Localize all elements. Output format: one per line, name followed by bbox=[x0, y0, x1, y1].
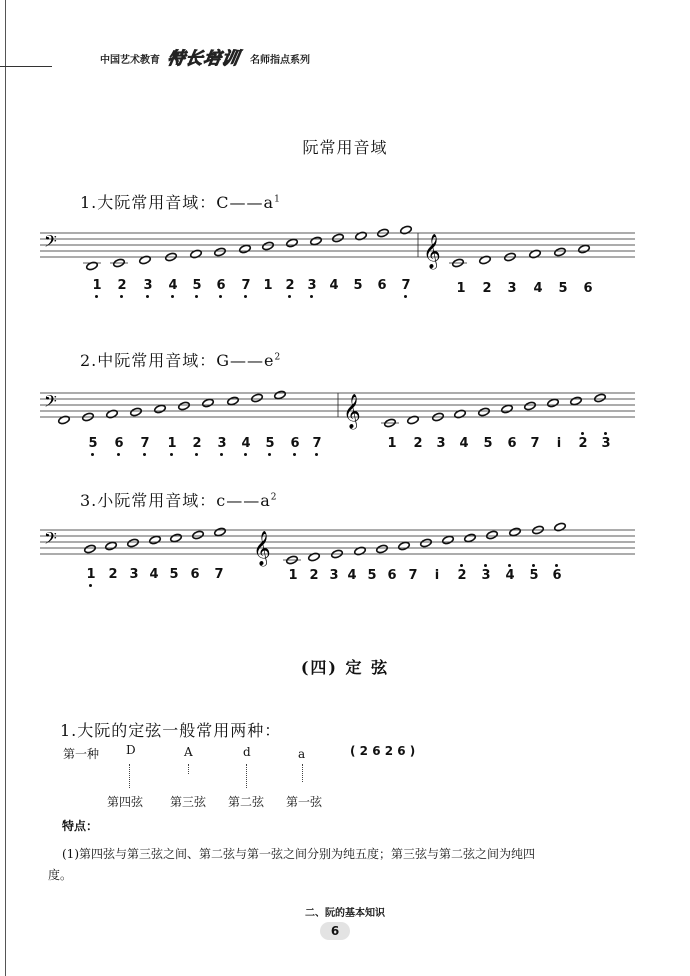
octave-dot-below bbox=[315, 453, 318, 456]
treble-clef: 𝄞 bbox=[343, 394, 361, 429]
jianpu-digit: 1 bbox=[263, 278, 273, 293]
note-head bbox=[442, 535, 455, 545]
jianpu-digit: 4 bbox=[239, 436, 253, 451]
jianpu-digit: 4 bbox=[166, 278, 180, 293]
note-head bbox=[407, 415, 420, 425]
jianpu-digit: 5 bbox=[367, 568, 377, 583]
jianpu-digit: 7 bbox=[310, 436, 324, 451]
octave-dot-below bbox=[195, 295, 198, 298]
note-head bbox=[554, 522, 567, 532]
section-4-heading: (四) 定 弦 bbox=[300, 658, 390, 677]
note-head bbox=[547, 398, 560, 408]
string-2-label: 第二弦 bbox=[228, 795, 265, 809]
string-3-label: 第三弦 bbox=[170, 795, 207, 809]
jianpu-digit: 4 bbox=[459, 436, 469, 451]
jianpu-digit: i bbox=[556, 436, 562, 451]
features-paragraph: (1)第四弦与第三弦之间、第二弦与第一弦之间分别为纯五度；第三弦与第二弦之间为纯四 bbox=[62, 847, 536, 861]
features-paragraph-cont: 度。 bbox=[48, 868, 73, 882]
jianpu-digit: 4 bbox=[533, 281, 543, 296]
note-head bbox=[214, 527, 227, 537]
octave-dot-below bbox=[120, 295, 123, 298]
octave-dot-below bbox=[146, 295, 149, 298]
note-head bbox=[262, 241, 275, 251]
jianpu-digit: 3 bbox=[507, 281, 517, 296]
note-head bbox=[578, 244, 591, 254]
note-head bbox=[454, 409, 467, 419]
range-2-label: 2.中阮常用音域：$G——e^2$ bbox=[80, 351, 282, 370]
note-head bbox=[554, 247, 567, 257]
range-3-label: 3.小阮常用音域：$c——a^2$ bbox=[80, 491, 278, 510]
octave-dot-below bbox=[310, 295, 313, 298]
header-rule bbox=[0, 66, 52, 67]
jianpu-digit: 3 bbox=[599, 436, 613, 451]
jianpu-digit: 4 bbox=[347, 568, 357, 583]
note-head bbox=[178, 401, 191, 411]
jianpu-digit: 6 bbox=[507, 436, 517, 451]
jianpu-digit: 5 bbox=[169, 567, 179, 582]
note-head bbox=[106, 409, 119, 419]
note-head bbox=[354, 546, 367, 556]
octave-dot-below bbox=[117, 453, 120, 456]
octave-dot-above bbox=[555, 564, 558, 567]
jianpu-digit: 6 bbox=[190, 567, 200, 582]
footer-chapter: 二、阮的基本知识 bbox=[305, 908, 385, 919]
jianpu-digit: 2 bbox=[108, 567, 118, 582]
jianpu-digit: 1 bbox=[165, 436, 179, 451]
note-head bbox=[486, 530, 499, 540]
jianpu-digit: 7 bbox=[239, 278, 253, 293]
octave-dot-below bbox=[288, 295, 291, 298]
jianpu-digit: 5 bbox=[558, 281, 568, 296]
jianpu-digit: 2 bbox=[283, 278, 297, 293]
string-4-leader bbox=[129, 764, 131, 788]
note-head bbox=[86, 261, 99, 271]
note-head bbox=[149, 535, 162, 545]
note-head bbox=[509, 527, 522, 537]
note-head bbox=[464, 533, 477, 543]
jianpu-digit: 6 bbox=[112, 436, 126, 451]
note-head bbox=[332, 233, 345, 243]
jianpu-digit: 5 bbox=[353, 278, 363, 293]
note-head bbox=[478, 407, 491, 417]
note-head bbox=[310, 236, 323, 246]
note-head bbox=[570, 396, 583, 406]
octave-dot-below bbox=[170, 453, 173, 456]
note-head bbox=[239, 244, 252, 254]
tuning-note-4: a bbox=[298, 747, 306, 761]
note-head bbox=[127, 538, 140, 548]
note-head bbox=[58, 415, 71, 425]
octave-dot-below bbox=[220, 453, 223, 456]
jianpu-digit: 5 bbox=[483, 436, 493, 451]
octave-dot-below bbox=[244, 295, 247, 298]
jianpu-digit: 5 bbox=[190, 278, 204, 293]
header-series-left: 中国艺术教育 bbox=[100, 55, 160, 66]
page-title: 阮常用音域 bbox=[302, 138, 388, 157]
range-2-staff bbox=[40, 385, 640, 435]
string-1-leader bbox=[302, 764, 304, 782]
tuning-item-1: 1.大阮的定弦一般常用两种： bbox=[60, 721, 282, 740]
note-head bbox=[139, 255, 152, 265]
range-3-staff bbox=[40, 522, 640, 572]
note-head bbox=[355, 231, 368, 241]
jianpu-digit: 1 bbox=[387, 436, 397, 451]
octave-dot-above bbox=[604, 432, 607, 435]
jianpu-digit: 6 bbox=[387, 568, 397, 583]
note-head bbox=[400, 225, 413, 235]
jianpu-digit: 6 bbox=[583, 281, 593, 296]
jianpu-digit: 7 bbox=[214, 567, 224, 582]
jianpu-digit: i bbox=[434, 568, 440, 583]
note-head bbox=[170, 533, 183, 543]
note-head bbox=[376, 544, 389, 554]
header-series-right: 名师指点系列 bbox=[250, 55, 310, 66]
jianpu-digit: 6 bbox=[214, 278, 228, 293]
octave-dot-below bbox=[268, 453, 271, 456]
jianpu-digit: 4 bbox=[503, 568, 517, 583]
jianpu-digit: 6 bbox=[288, 436, 302, 451]
note-head bbox=[214, 247, 227, 257]
octave-dot-below bbox=[91, 453, 94, 456]
octave-dot-below bbox=[219, 295, 222, 298]
octave-dot-below bbox=[404, 295, 407, 298]
jianpu-digit: 7 bbox=[399, 278, 413, 293]
jianpu-digit: 4 bbox=[149, 567, 159, 582]
jianpu-digit: 2 bbox=[576, 436, 590, 451]
octave-dot-below bbox=[143, 453, 146, 456]
octave-dot-below bbox=[195, 453, 198, 456]
string-4-label: 第四弦 bbox=[107, 795, 144, 809]
bass-clef: 𝄢 bbox=[44, 231, 57, 255]
jianpu-digit: 2 bbox=[455, 568, 469, 583]
note-head bbox=[192, 530, 205, 540]
octave-dot-above bbox=[484, 564, 487, 567]
note-head bbox=[529, 249, 542, 259]
octave-dot-below bbox=[293, 453, 296, 456]
jianpu-digit: 3 bbox=[305, 278, 319, 293]
note-head bbox=[105, 541, 118, 551]
jianpu-digit: 7 bbox=[530, 436, 540, 451]
string-3-leader bbox=[188, 764, 190, 774]
tuning-jianpu: ( 2 6 2 6 ) bbox=[350, 744, 416, 758]
note-head bbox=[594, 393, 607, 403]
note-head bbox=[190, 249, 203, 259]
note-head bbox=[202, 398, 215, 408]
jianpu-digit: 5 bbox=[527, 568, 541, 583]
note-head bbox=[420, 538, 433, 548]
note-head bbox=[251, 393, 264, 403]
jianpu-digit: 6 bbox=[550, 568, 564, 583]
jianpu-digit: 7 bbox=[408, 568, 418, 583]
jianpu-digit: 3 bbox=[215, 436, 229, 451]
page-number: 6 bbox=[320, 922, 350, 940]
octave-dot-above bbox=[581, 432, 584, 435]
jianpu-digit: 2 bbox=[413, 436, 423, 451]
jianpu-digit: 3 bbox=[436, 436, 446, 451]
treble-clef: 𝄞 bbox=[253, 531, 271, 566]
tuning-note-3: d bbox=[243, 745, 251, 759]
jianpu-digit: 1 bbox=[288, 568, 298, 583]
string-1-label: 第一弦 bbox=[286, 795, 323, 809]
range-1-staff bbox=[40, 225, 640, 275]
jianpu-digit: 5 bbox=[263, 436, 277, 451]
jianpu-digit: 1 bbox=[90, 278, 104, 293]
features-label: 特点： bbox=[62, 819, 99, 833]
note-head bbox=[227, 396, 240, 406]
first-kind-label: 第一种 bbox=[63, 747, 100, 761]
jianpu-digit: 2 bbox=[482, 281, 492, 296]
treble-clef: 𝄞 bbox=[423, 234, 441, 269]
jianpu-digit: 3 bbox=[141, 278, 155, 293]
note-head bbox=[154, 404, 167, 414]
jianpu-digit: 2 bbox=[190, 436, 204, 451]
octave-dot-below bbox=[95, 295, 98, 298]
note-head bbox=[398, 541, 411, 551]
jianpu-digit: 1 bbox=[84, 567, 98, 582]
jianpu-digit: 3 bbox=[479, 568, 493, 583]
octave-dot-above bbox=[532, 564, 535, 567]
bass-clef: 𝄢 bbox=[44, 528, 57, 552]
octave-dot-above bbox=[508, 564, 511, 567]
range-1-label: 1.大阮常用音域：$C——a^1$ bbox=[80, 193, 281, 212]
jianpu-digit: 2 bbox=[309, 568, 319, 583]
tuning-note-2: A bbox=[184, 745, 193, 759]
jianpu-digit: 5 bbox=[86, 436, 100, 451]
header-logo: 特长培训 bbox=[165, 49, 242, 69]
octave-dot-below bbox=[171, 295, 174, 298]
octave-dot-below bbox=[244, 453, 247, 456]
bass-clef: 𝄢 bbox=[44, 391, 57, 415]
jianpu-digit: 3 bbox=[129, 567, 139, 582]
note-head bbox=[130, 407, 143, 417]
note-head bbox=[308, 552, 321, 562]
jianpu-digit: 7 bbox=[138, 436, 152, 451]
note-head bbox=[84, 544, 97, 554]
string-2-leader bbox=[246, 764, 248, 788]
note-head bbox=[501, 404, 514, 414]
note-head bbox=[274, 390, 287, 400]
note-head bbox=[524, 401, 537, 411]
tuning-note-1: D bbox=[126, 743, 136, 757]
note-head bbox=[479, 255, 492, 265]
jianpu-digit: 2 bbox=[115, 278, 129, 293]
note-head bbox=[286, 238, 299, 248]
octave-dot-above bbox=[460, 564, 463, 567]
jianpu-digit: 4 bbox=[329, 278, 339, 293]
octave-dot-below bbox=[89, 584, 92, 587]
jianpu-digit: 1 bbox=[456, 281, 466, 296]
jianpu-digit: 3 bbox=[329, 568, 339, 583]
jianpu-digit: 6 bbox=[377, 278, 387, 293]
